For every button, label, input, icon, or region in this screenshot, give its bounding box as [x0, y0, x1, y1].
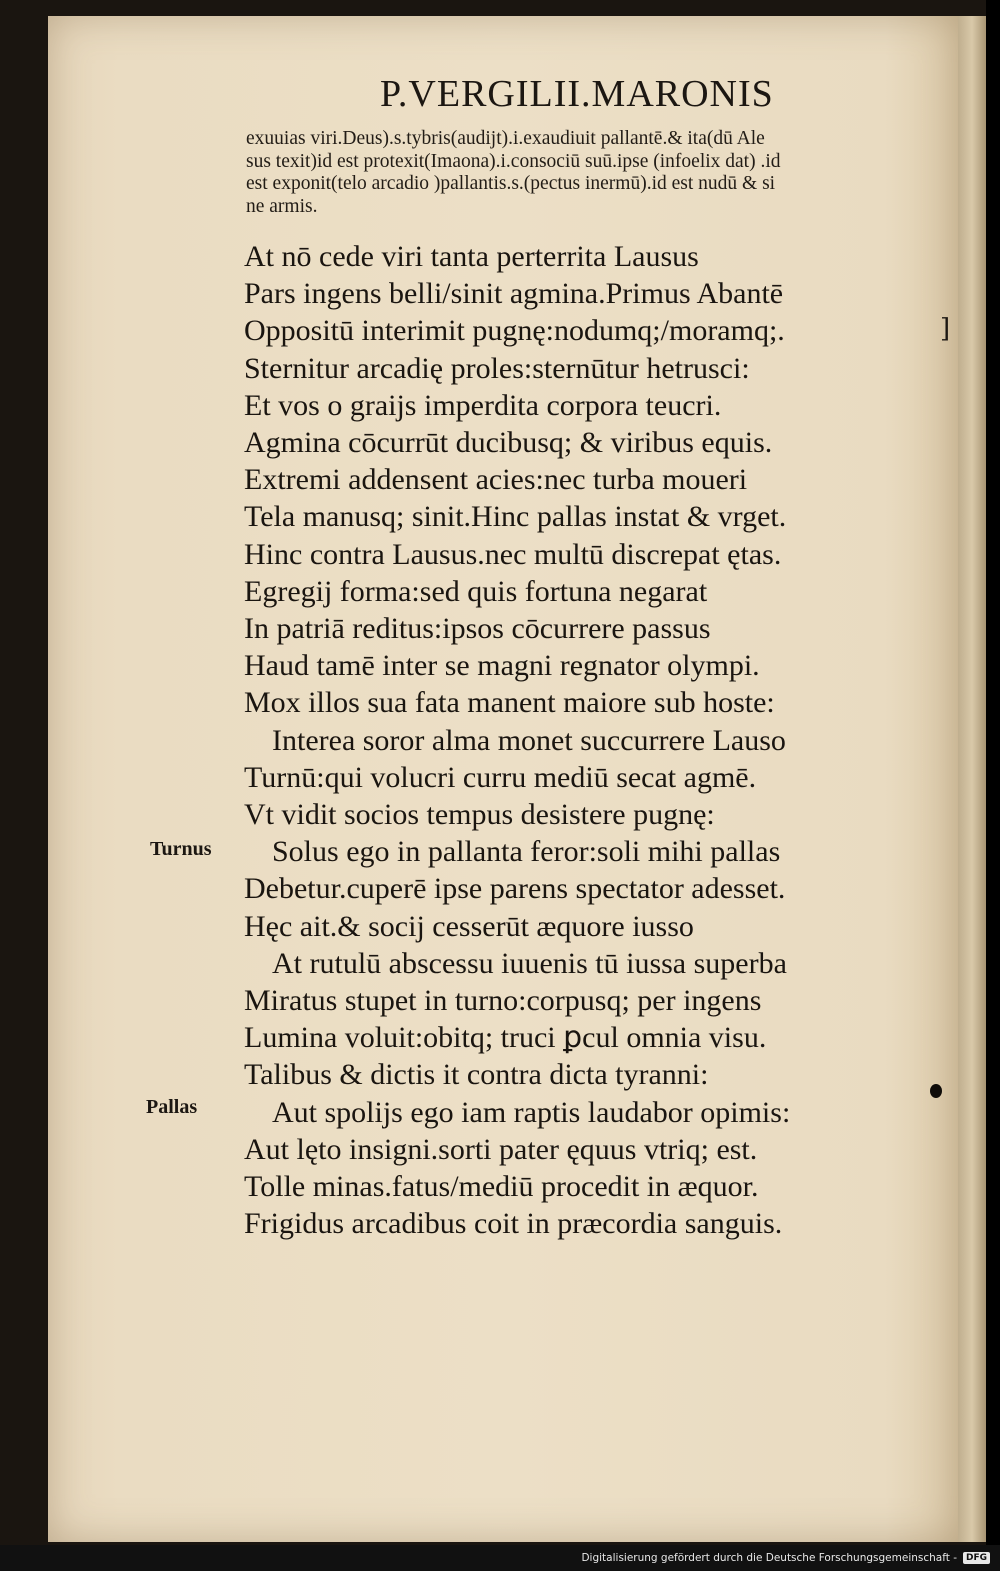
verse-line: At rutulū abscessu iuuenis tū iussa superba	[272, 946, 787, 980]
margin-note-turnus: Turnus	[150, 838, 212, 860]
dfg-logo: DFG	[963, 1552, 990, 1564]
verse-line: Tolle minas.fatus/mediū procedit in æquor.	[244, 1170, 759, 1204]
commentary-line: ne armis.	[246, 195, 318, 217]
verse-line: Extremi addensent acies:nec turba moueri	[244, 463, 748, 497]
verse-block	[244, 238, 790, 1242]
verse-line: Miratus stupet in turno:corpusq; per ingens	[244, 984, 762, 1018]
commentary-line: exuuias viri.Deus).s.tybris(audijt).i.exaudiuit pallantē.& ita(dū Ale	[246, 128, 765, 149]
verse-line: Debetur.cuperē ipse parens spectator adesset.	[244, 872, 786, 906]
verse-line: Aut spolijs ego iam raptis laudabor opimis:	[272, 1095, 791, 1129]
commentary-line: sus texit)id est protexit(Imaona).i.consociū suū.ipse (infoelix dat) .id	[246, 150, 781, 172]
verse-line: Talibus & dictis it contra dicta tyranni:	[244, 1058, 709, 1092]
margin-note-pallas: Pallas	[146, 1096, 198, 1118]
verse-line: Aut lęto insigni.sorti pater ęquus vtriq; est.	[244, 1132, 758, 1166]
verse-line: Tela manusq; sinit.Hinc pallas instat & vrget.	[244, 500, 787, 534]
ink-dot	[930, 1084, 942, 1098]
verse-line: Interea soror alma monet succurrere Lauso	[272, 723, 786, 757]
verse-line: Pars ingens belli/sinit agmina.Primus Abantē	[244, 277, 784, 311]
commentary-line: est exponit(telo arcadio )pallantis.s.(pectus inermū).id est nudū & si	[246, 173, 776, 194]
verse-line: Turnū:qui volucri curru mediū secat agmē.	[244, 760, 757, 794]
verse-line: At nō cede viri tanta perterrita Lausus	[244, 240, 699, 273]
bracket-mark: ]	[940, 314, 951, 344]
verse-line: Hinc contra Lausus.nec multū discrepat ętas.	[244, 537, 782, 571]
commentary-block	[246, 128, 946, 218]
running-title: P.VERGILII.MARONIS	[380, 73, 774, 115]
digitization-credit: Digitalisierung gefördert durch die Deutsche Forschungsgemeinschaft -	[581, 1552, 957, 1564]
verse-line: In patriā reditus:ipsos cōcurrere passus	[244, 612, 711, 646]
verse-line: Hęc ait.& socij cesserūt æquore iusso	[244, 909, 694, 943]
verse-line: Lumina voluit:obitq; truci ꝑcul omnia visu.	[244, 1021, 767, 1055]
verse-line: Vt vidit socios tempus desistere pugnę:	[244, 798, 715, 832]
page-edge	[958, 16, 986, 1542]
verse-line: Et vos o graijs imperdita corpora teucri.	[244, 388, 722, 422]
verse-line: Solus ego in pallanta feror:soli mihi pallas	[272, 835, 781, 869]
verse-line: Oppositū interimit pugnę:nodumq;/moramq;.	[244, 314, 785, 348]
verse-line: Haud tamē inter se magni regnator olympi.	[244, 649, 760, 683]
verse-line: Agmina cōcurrūt ducibusq; & viribus equis.	[244, 426, 773, 460]
footer-bar	[0, 1545, 1000, 1571]
verse-line: Frigidus arcadibus coit in præcordia sanguis.	[244, 1207, 783, 1241]
scan-border	[986, 0, 1000, 1545]
verse-line: Egregij forma:sed quis fortuna negarat	[244, 574, 708, 608]
verse-line: Mox illos sua fata manent maiore sub hoste:	[244, 686, 775, 720]
verse-line: Sternitur arcadię proles:sternūtur hetrusci:	[244, 351, 750, 385]
